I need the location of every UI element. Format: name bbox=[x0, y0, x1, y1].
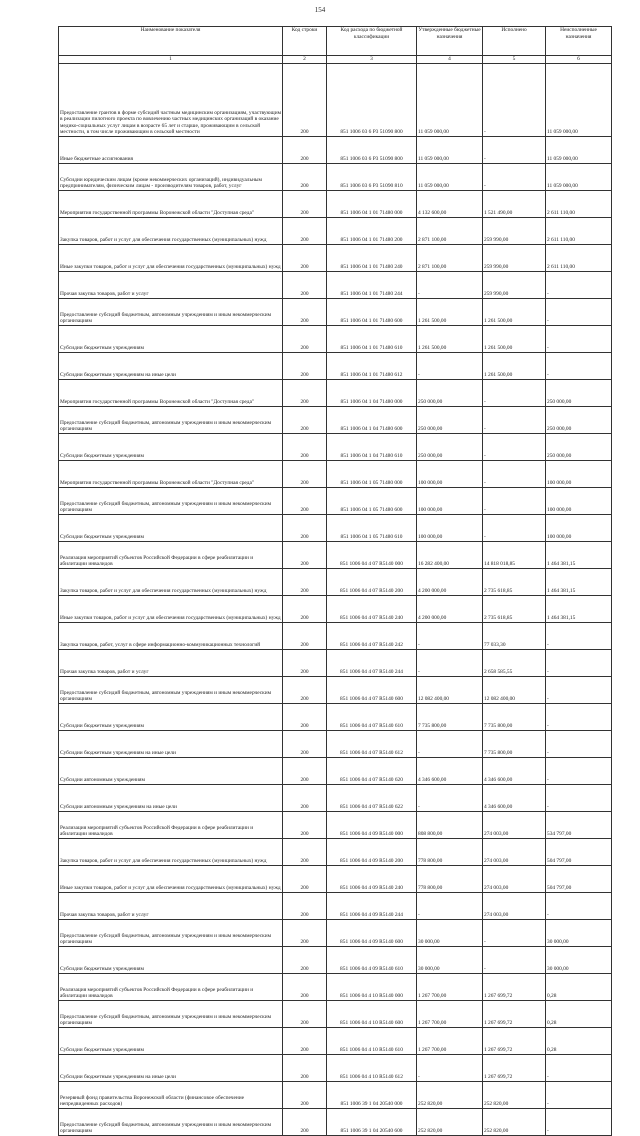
table-row bbox=[59, 515, 612, 542]
col-number: 1 bbox=[59, 56, 283, 64]
row-classification-code: 851 1006 03 6 P3 51090 810 bbox=[327, 164, 417, 191]
row-classification-code: 851 1006 04 4 10 R5140 600 bbox=[327, 1001, 417, 1028]
row-executed: 12 082 400,00 bbox=[483, 677, 546, 704]
table-row bbox=[59, 488, 612, 515]
column-number-row bbox=[59, 56, 612, 64]
row-unexecuted: 1 464 381,15 bbox=[546, 542, 612, 569]
row-unexecuted: - bbox=[546, 758, 612, 785]
row-line-code: 200 bbox=[283, 164, 327, 191]
row-name: Закупка товаров, работ и услуг для обеспечения государственных (муниципальных) нужд bbox=[59, 218, 283, 245]
table-row bbox=[59, 380, 612, 407]
row-unexecuted: - bbox=[546, 272, 612, 299]
row-classification-code: 851 1006 04 1 04 71480 000 bbox=[327, 380, 417, 407]
row-unexecuted: 0,28 bbox=[546, 1001, 612, 1028]
table-row bbox=[59, 137, 612, 164]
row-unexecuted: 504 797,00 bbox=[546, 839, 612, 866]
table-row bbox=[59, 164, 612, 191]
row-approved: 1 261 500,00 bbox=[417, 326, 483, 353]
row-executed: 1 521 490,00 bbox=[483, 191, 546, 218]
header-unexecuted: Неисполненные назначения bbox=[546, 27, 612, 56]
row-executed: 2 735 618,85 bbox=[483, 596, 546, 623]
table-row bbox=[59, 866, 612, 893]
row-line-code: 200 bbox=[283, 353, 327, 380]
table-row bbox=[59, 785, 612, 812]
row-executed: - bbox=[483, 947, 546, 974]
row-unexecuted: 250 000,00 bbox=[546, 434, 612, 461]
row-approved: 252 820,00 bbox=[417, 1082, 483, 1109]
row-name: Субсидии бюджетным учреждениям bbox=[59, 434, 283, 461]
row-line-code: 200 bbox=[283, 758, 327, 785]
row-classification-code: 851 1006 04 4 07 R5140 242 bbox=[327, 623, 417, 650]
table-row bbox=[59, 1109, 612, 1136]
row-classification-code: 851 1006 04 1 01 71480 240 bbox=[327, 245, 417, 272]
row-classification-code: 851 1006 04 4 09 R5140 240 bbox=[327, 866, 417, 893]
row-approved: 2 871 100,00 bbox=[417, 245, 483, 272]
row-approved: 252 820,00 bbox=[417, 1109, 483, 1136]
row-unexecuted: - bbox=[546, 731, 612, 758]
row-name: Субсидии бюджетным учреждениям на иные цели bbox=[59, 731, 283, 758]
row-unexecuted: - bbox=[546, 1109, 612, 1136]
row-executed: 259 990,00 bbox=[483, 218, 546, 245]
row-line-code: 200 bbox=[283, 866, 327, 893]
row-name: Реализация мероприятий субъектов Российской Федерации в сфере реабилитации и абилитации инвалидов bbox=[59, 812, 283, 839]
header-executed: Исполнено bbox=[483, 27, 546, 56]
row-line-code: 200 bbox=[283, 731, 327, 758]
row-classification-code: 851 1006 03 6 P3 51090 800 bbox=[327, 137, 417, 164]
table-row bbox=[59, 677, 612, 704]
row-line-code: 200 bbox=[283, 920, 327, 947]
row-line-code: 200 bbox=[283, 137, 327, 164]
row-classification-code: 851 1006 04 4 10 R5140 612 bbox=[327, 1055, 417, 1082]
row-unexecuted: - bbox=[546, 677, 612, 704]
row-unexecuted: - bbox=[546, 704, 612, 731]
row-name: Субсидии юридическим лицам (кроме некоммерческих организаций), индивидуальным предпринимателям, физическим лицам - производителям товаров, работ, услуг bbox=[59, 164, 283, 191]
row-approved: 1 267 700,00 bbox=[417, 1001, 483, 1028]
row-unexecuted: 30 000,00 bbox=[546, 920, 612, 947]
row-name: Предоставление субсидий бюджетным, автономным учреждениям и иным некоммерческим организациям bbox=[59, 299, 283, 326]
row-executed: 14 818 018,85 bbox=[483, 542, 546, 569]
row-name: Субсидии автономным учреждениям bbox=[59, 758, 283, 785]
row-unexecuted: 2 611 110,00 bbox=[546, 245, 612, 272]
row-line-code: 200 bbox=[283, 785, 327, 812]
row-classification-code: 851 1006 04 4 09 R5140 200 bbox=[327, 839, 417, 866]
row-name: Предоставление субсидий бюджетным, автономным учреждениям и иным некоммерческим организациям bbox=[59, 407, 283, 434]
row-approved: - bbox=[417, 272, 483, 299]
table-row bbox=[59, 704, 612, 731]
row-classification-code: 851 1006 04 4 09 R5140 600 bbox=[327, 920, 417, 947]
row-classification-code: 851 1006 04 4 07 R5140 000 bbox=[327, 542, 417, 569]
row-executed: 1 267 699,72 bbox=[483, 1001, 546, 1028]
table-row bbox=[59, 245, 612, 272]
row-approved: 12 082 400,00 bbox=[417, 677, 483, 704]
row-executed: 1 261 500,00 bbox=[483, 353, 546, 380]
row-approved: 11 059 000,00 bbox=[417, 164, 483, 191]
row-line-code: 200 bbox=[283, 542, 327, 569]
row-approved: - bbox=[417, 785, 483, 812]
row-line-code: 200 bbox=[283, 299, 327, 326]
table-row bbox=[59, 353, 612, 380]
row-name: Предоставление грантов в форме субсидий частным медицинским организациям, участвующим в реализации пилотного проекта по вовлечению частных медицинских организаций в оказание медико-социальных услуг лицам в возрасте 65 лет и старше, проживающим в сельской местности, в том числе проживающим в сельской местности bbox=[59, 64, 283, 137]
row-executed: 1 267 699,72 bbox=[483, 1028, 546, 1055]
header-line-code: Код строки bbox=[283, 27, 327, 56]
row-line-code: 200 bbox=[283, 380, 327, 407]
header-classification-code: Код расхода по бюджетной классификации bbox=[327, 27, 417, 56]
table-header-row bbox=[59, 27, 612, 56]
row-classification-code: 851 1006 04 1 01 71480 600 bbox=[327, 299, 417, 326]
row-name: Резервный фонд правительства Воронежской области (финансовое обеспечение непредвиденных расходов) bbox=[59, 1082, 283, 1109]
row-name: Предоставление субсидий бюджетным, автономным учреждениям и иным некоммерческим организациям bbox=[59, 1109, 283, 1136]
row-classification-code: 851 1006 04 4 09 R5140 244 bbox=[327, 893, 417, 920]
table-row bbox=[59, 191, 612, 218]
row-unexecuted: - bbox=[546, 785, 612, 812]
row-approved: 808 800,00 bbox=[417, 812, 483, 839]
row-name: Иные бюджетные ассигнования bbox=[59, 137, 283, 164]
row-executed: 2 735 618,85 bbox=[483, 569, 546, 596]
row-line-code: 200 bbox=[283, 407, 327, 434]
row-unexecuted: 11 059 000,00 bbox=[546, 64, 612, 137]
header-name: Наименование показателя bbox=[59, 27, 283, 56]
row-unexecuted: 2 611 110,00 bbox=[546, 191, 612, 218]
table-row bbox=[59, 542, 612, 569]
row-line-code: 200 bbox=[283, 569, 327, 596]
row-approved: 250 000,00 bbox=[417, 380, 483, 407]
row-executed: - bbox=[483, 488, 546, 515]
table-row bbox=[59, 731, 612, 758]
row-classification-code: 851 1006 04 4 07 R5140 610 bbox=[327, 704, 417, 731]
row-classification-code: 851 1006 04 4 09 R5140 000 bbox=[327, 812, 417, 839]
row-name: Субсидии бюджетным учреждениям bbox=[59, 326, 283, 353]
row-approved: 4 346 600,00 bbox=[417, 758, 483, 785]
row-classification-code: 851 1006 04 4 10 R5140 610 bbox=[327, 1028, 417, 1055]
row-unexecuted: 0,28 bbox=[546, 1028, 612, 1055]
row-executed: 274 003,00 bbox=[483, 893, 546, 920]
table-row bbox=[59, 623, 612, 650]
row-line-code: 200 bbox=[283, 812, 327, 839]
row-line-code: 200 bbox=[283, 1055, 327, 1082]
row-executed: 274 003,00 bbox=[483, 812, 546, 839]
row-executed: 274 003,00 bbox=[483, 866, 546, 893]
row-name: Прочая закупка товаров, работ и услуг bbox=[59, 272, 283, 299]
row-classification-code: 851 1006 04 4 09 R5140 610 bbox=[327, 947, 417, 974]
row-approved: 4 200 000,00 bbox=[417, 596, 483, 623]
row-name: Предоставление субсидий бюджетным, автономным учреждениям и иным некоммерческим организациям bbox=[59, 1001, 283, 1028]
row-executed: - bbox=[483, 515, 546, 542]
table-row bbox=[59, 461, 612, 488]
row-approved: 100 000,00 bbox=[417, 515, 483, 542]
row-executed: 274 003,00 bbox=[483, 839, 546, 866]
row-line-code: 200 bbox=[283, 326, 327, 353]
row-classification-code: 851 1006 04 1 01 71480 200 bbox=[327, 218, 417, 245]
row-executed: - bbox=[483, 64, 546, 137]
row-classification-code: 851 1006 04 1 01 71480 244 bbox=[327, 272, 417, 299]
row-name: Мероприятия государственной программы Воронежской области "Доступная среда" bbox=[59, 380, 283, 407]
row-name: Субсидии бюджетным учреждениям на иные цели bbox=[59, 1055, 283, 1082]
row-name: Прочая закупка товаров, работ и услуг bbox=[59, 893, 283, 920]
row-executed: 7 735 800,00 bbox=[483, 704, 546, 731]
row-executed: 1 267 699,72 bbox=[483, 974, 546, 1001]
table-row bbox=[59, 893, 612, 920]
row-unexecuted: 30 000,00 bbox=[546, 947, 612, 974]
row-name: Закупка товаров, работ и услуг для обеспечения государственных (муниципальных) нужд bbox=[59, 569, 283, 596]
row-executed: - bbox=[483, 137, 546, 164]
row-approved: 100 000,00 bbox=[417, 488, 483, 515]
row-line-code: 200 bbox=[283, 704, 327, 731]
row-executed: 4 346 600,00 bbox=[483, 758, 546, 785]
row-approved: 250 000,00 bbox=[417, 434, 483, 461]
row-line-code: 200 bbox=[283, 191, 327, 218]
row-line-code: 200 bbox=[283, 677, 327, 704]
row-line-code: 200 bbox=[283, 1109, 327, 1136]
row-name: Субсидии бюджетным учреждениям bbox=[59, 515, 283, 542]
table-row bbox=[59, 218, 612, 245]
row-name: Иные закупки товаров, работ и услуг для обеспечения государственных (муниципальных) нужд bbox=[59, 245, 283, 272]
row-classification-code: 851 1006 04 4 10 R5140 000 bbox=[327, 974, 417, 1001]
row-approved: 4 132 600,00 bbox=[417, 191, 483, 218]
row-approved: 1 267 700,00 bbox=[417, 974, 483, 1001]
row-approved: 16 282 400,00 bbox=[417, 542, 483, 569]
row-line-code: 200 bbox=[283, 893, 327, 920]
col-number: 5 bbox=[483, 56, 546, 64]
row-unexecuted: 100 000,00 bbox=[546, 461, 612, 488]
row-approved: 30 000,00 bbox=[417, 947, 483, 974]
row-unexecuted: 11 059 000,00 bbox=[546, 164, 612, 191]
row-line-code: 200 bbox=[283, 839, 327, 866]
row-line-code: 200 bbox=[283, 218, 327, 245]
row-executed: - bbox=[483, 461, 546, 488]
table-row bbox=[59, 920, 612, 947]
table-row bbox=[59, 812, 612, 839]
row-executed: - bbox=[483, 407, 546, 434]
row-executed: 252 820,00 bbox=[483, 1082, 546, 1109]
row-line-code: 200 bbox=[283, 434, 327, 461]
row-line-code: 200 bbox=[283, 623, 327, 650]
row-classification-code: 851 1006 04 1 01 71480 000 bbox=[327, 191, 417, 218]
row-classification-code: 851 1006 04 4 07 R5140 622 bbox=[327, 785, 417, 812]
row-executed: 1 261 500,00 bbox=[483, 299, 546, 326]
row-executed: - bbox=[483, 164, 546, 191]
row-name: Субсидии бюджетным учреждениям bbox=[59, 704, 283, 731]
row-name: Предоставление субсидий бюджетным, автономным учреждениям и иным некоммерческим организациям bbox=[59, 488, 283, 515]
table-row bbox=[59, 64, 612, 137]
row-name: Субсидии бюджетным учреждениям bbox=[59, 1028, 283, 1055]
row-unexecuted: 2 611 110,00 bbox=[546, 218, 612, 245]
row-approved: - bbox=[417, 893, 483, 920]
row-classification-code: 851 1006 04 1 05 71480 610 bbox=[327, 515, 417, 542]
row-unexecuted: - bbox=[546, 623, 612, 650]
row-approved: - bbox=[417, 650, 483, 677]
row-line-code: 200 bbox=[283, 461, 327, 488]
row-executed: 259 990,00 bbox=[483, 245, 546, 272]
col-number: 4 bbox=[417, 56, 483, 64]
table-row bbox=[59, 1001, 612, 1028]
row-unexecuted: - bbox=[546, 353, 612, 380]
row-unexecuted: 504 797,00 bbox=[546, 866, 612, 893]
table-row bbox=[59, 272, 612, 299]
row-classification-code: 851 1006 04 1 04 71480 600 bbox=[327, 407, 417, 434]
row-executed: 77 033,30 bbox=[483, 623, 546, 650]
table-row bbox=[59, 1028, 612, 1055]
row-unexecuted: 534 797,00 bbox=[546, 812, 612, 839]
page-number: 154 bbox=[314, 6, 326, 14]
row-line-code: 200 bbox=[283, 272, 327, 299]
row-unexecuted: 100 000,00 bbox=[546, 515, 612, 542]
row-name: Субсидии автономным учреждениям на иные цели bbox=[59, 785, 283, 812]
row-line-code: 200 bbox=[283, 64, 327, 137]
row-classification-code: 851 1006 04 4 07 R5140 200 bbox=[327, 569, 417, 596]
row-classification-code: 851 1006 04 4 07 R5140 620 bbox=[327, 758, 417, 785]
table-row bbox=[59, 569, 612, 596]
row-classification-code: 851 1006 04 4 07 R5140 600 bbox=[327, 677, 417, 704]
row-approved: 100 000,00 bbox=[417, 461, 483, 488]
table-row bbox=[59, 839, 612, 866]
row-name: Прочая закупка товаров, работ и услуг bbox=[59, 650, 283, 677]
row-classification-code: 851 1006 04 4 07 R5140 240 bbox=[327, 596, 417, 623]
row-line-code: 200 bbox=[283, 974, 327, 1001]
row-line-code: 200 bbox=[283, 245, 327, 272]
row-classification-code: 851 1006 04 1 05 71480 000 bbox=[327, 461, 417, 488]
table-row bbox=[59, 974, 612, 1001]
row-name: Иные закупки товаров, работ и услуг для обеспечения государственных (муниципальных) нужд bbox=[59, 596, 283, 623]
row-unexecuted: 250 000,00 bbox=[546, 380, 612, 407]
row-name: Мероприятия государственной программы Воронежской области "Доступная среда" bbox=[59, 461, 283, 488]
table-row bbox=[59, 326, 612, 353]
row-unexecuted: 250 000,00 bbox=[546, 407, 612, 434]
row-approved: 11 059 000,00 bbox=[417, 137, 483, 164]
row-approved: 1 267 700,00 bbox=[417, 1028, 483, 1055]
row-approved: 7 735 800,00 bbox=[417, 704, 483, 731]
table-row bbox=[59, 407, 612, 434]
row-line-code: 200 bbox=[283, 1082, 327, 1109]
row-executed: 1 267 699,72 bbox=[483, 1055, 546, 1082]
row-executed: 259 990,00 bbox=[483, 272, 546, 299]
row-name: Закупка товаров, работ, услуг в сфере информационно-коммуникационных технологий bbox=[59, 623, 283, 650]
row-approved: 250 000,00 bbox=[417, 407, 483, 434]
row-approved: - bbox=[417, 623, 483, 650]
row-classification-code: 851 1006 04 1 05 71480 600 bbox=[327, 488, 417, 515]
row-line-code: 200 bbox=[283, 1001, 327, 1028]
row-name: Реализация мероприятий субъектов Российской Федерации в сфере реабилитации и абилитации инвалидов bbox=[59, 542, 283, 569]
row-approved: 11 059 000,00 bbox=[417, 64, 483, 137]
row-approved: - bbox=[417, 1055, 483, 1082]
row-unexecuted: - bbox=[546, 299, 612, 326]
row-classification-code: 851 1006 39 1 04 20540 000 bbox=[327, 1082, 417, 1109]
col-number: 2 bbox=[283, 56, 327, 64]
row-approved: 778 800,00 bbox=[417, 866, 483, 893]
table-row bbox=[59, 596, 612, 623]
row-executed: - bbox=[483, 920, 546, 947]
table-row bbox=[59, 947, 612, 974]
row-unexecuted: - bbox=[546, 650, 612, 677]
row-unexecuted: - bbox=[546, 326, 612, 353]
row-name: Иные закупки товаров, работ и услуг для обеспечения государственных (муниципальных) нужд bbox=[59, 866, 283, 893]
row-name: Реализация мероприятий субъектов Российской Федерации в сфере реабилитации и абилитации инвалидов bbox=[59, 974, 283, 1001]
row-classification-code: 851 1006 03 6 P3 51090 800 bbox=[327, 64, 417, 137]
row-executed: - bbox=[483, 380, 546, 407]
row-line-code: 200 bbox=[283, 650, 327, 677]
row-approved: 4 200 000,00 bbox=[417, 569, 483, 596]
table-row bbox=[59, 758, 612, 785]
table-row bbox=[59, 1055, 612, 1082]
budget-execution-table bbox=[58, 26, 612, 1136]
row-classification-code: 851 1006 04 1 01 71480 610 bbox=[327, 326, 417, 353]
row-unexecuted: 1 464 381,15 bbox=[546, 569, 612, 596]
row-unexecuted: 1 464 381,15 bbox=[546, 596, 612, 623]
row-line-code: 200 bbox=[283, 488, 327, 515]
row-line-code: 200 bbox=[283, 1028, 327, 1055]
row-unexecuted: - bbox=[546, 1055, 612, 1082]
row-approved: - bbox=[417, 353, 483, 380]
header-approved: Утвержденные бюджетные назначения bbox=[417, 27, 483, 56]
row-unexecuted: 0,28 bbox=[546, 974, 612, 1001]
row-approved: 1 261 500,00 bbox=[417, 299, 483, 326]
row-name: Предоставление субсидий бюджетным, автономным учреждениям и иным некоммерческим организациям bbox=[59, 920, 283, 947]
row-executed: 1 261 500,00 bbox=[483, 326, 546, 353]
row-unexecuted: - bbox=[546, 1082, 612, 1109]
row-name: Мероприятия государственной программы Воронежской области "Доступная среда" bbox=[59, 191, 283, 218]
row-line-code: 200 bbox=[283, 515, 327, 542]
col-number: 6 bbox=[546, 56, 612, 64]
row-unexecuted: - bbox=[546, 893, 612, 920]
row-executed: 2 658 585,55 bbox=[483, 650, 546, 677]
row-approved: 778 800,00 bbox=[417, 839, 483, 866]
row-executed: 7 735 800,00 bbox=[483, 731, 546, 758]
table-row bbox=[59, 1082, 612, 1109]
row-classification-code: 851 1006 04 1 01 71480 612 bbox=[327, 353, 417, 380]
table-row bbox=[59, 434, 612, 461]
table-row bbox=[59, 299, 612, 326]
row-executed: 252 820,00 bbox=[483, 1109, 546, 1136]
row-classification-code: 851 1006 39 1 04 20540 600 bbox=[327, 1109, 417, 1136]
row-line-code: 200 bbox=[283, 947, 327, 974]
table-row bbox=[59, 650, 612, 677]
row-unexecuted: 11 059 000,00 bbox=[546, 137, 612, 164]
row-name: Предоставление субсидий бюджетным, автономным учреждениям и иным некоммерческим организациям bbox=[59, 677, 283, 704]
row-name: Субсидии бюджетным учреждениям на иные цели bbox=[59, 353, 283, 380]
row-executed: 4 346 600,00 bbox=[483, 785, 546, 812]
row-approved: 2 871 100,00 bbox=[417, 218, 483, 245]
col-number: 3 bbox=[327, 56, 417, 64]
row-approved: 30 000,00 bbox=[417, 920, 483, 947]
row-name: Закупка товаров, работ и услуг для обеспечения государственных (муниципальных) нужд bbox=[59, 839, 283, 866]
row-classification-code: 851 1006 04 4 07 R5140 612 bbox=[327, 731, 417, 758]
row-approved: - bbox=[417, 731, 483, 758]
row-executed: - bbox=[483, 434, 546, 461]
row-classification-code: 851 1006 04 4 07 R5140 244 bbox=[327, 650, 417, 677]
row-classification-code: 851 1006 04 1 04 71480 610 bbox=[327, 434, 417, 461]
row-name: Субсидии бюджетным учреждениям bbox=[59, 947, 283, 974]
row-line-code: 200 bbox=[283, 596, 327, 623]
row-unexecuted: 100 000,00 bbox=[546, 488, 612, 515]
